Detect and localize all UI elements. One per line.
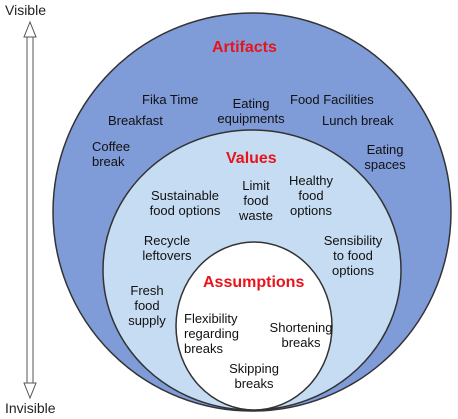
- visibility-scale-arrow: [24, 22, 36, 398]
- value-item: Sustainable food options: [149, 188, 221, 218]
- artifact-item: Lunch break: [322, 113, 394, 128]
- artifact-item: Eating equipments: [217, 96, 285, 126]
- artifacts-title: Artifacts: [212, 39, 277, 56]
- artifact-item: Fika Time: [142, 92, 199, 107]
- value-item: Sensibility to food options: [323, 233, 383, 278]
- values-title: Values: [226, 150, 277, 167]
- artifact-item: Coffee break: [92, 139, 131, 169]
- assumption-item: Shortening breaks: [269, 320, 333, 350]
- artifact-item: Breakfast: [108, 113, 163, 128]
- assumption-item: Flexibility regarding breaks: [184, 311, 239, 356]
- artifact-item: Food Facilities: [290, 92, 374, 107]
- value-item: Limit food waste: [239, 178, 273, 223]
- assumption-item: Skipping breaks: [229, 361, 279, 391]
- value-item: Recycle leftovers: [142, 233, 192, 263]
- assumptions-title: Assumptions: [203, 274, 305, 291]
- value-item: Fresh food supply: [128, 283, 166, 328]
- visible-label: Visible: [5, 2, 46, 18]
- value-item: Healthy food options: [288, 173, 334, 218]
- artifact-item: Eating spaces: [364, 142, 406, 172]
- invisible-label: Invisible: [5, 400, 56, 416]
